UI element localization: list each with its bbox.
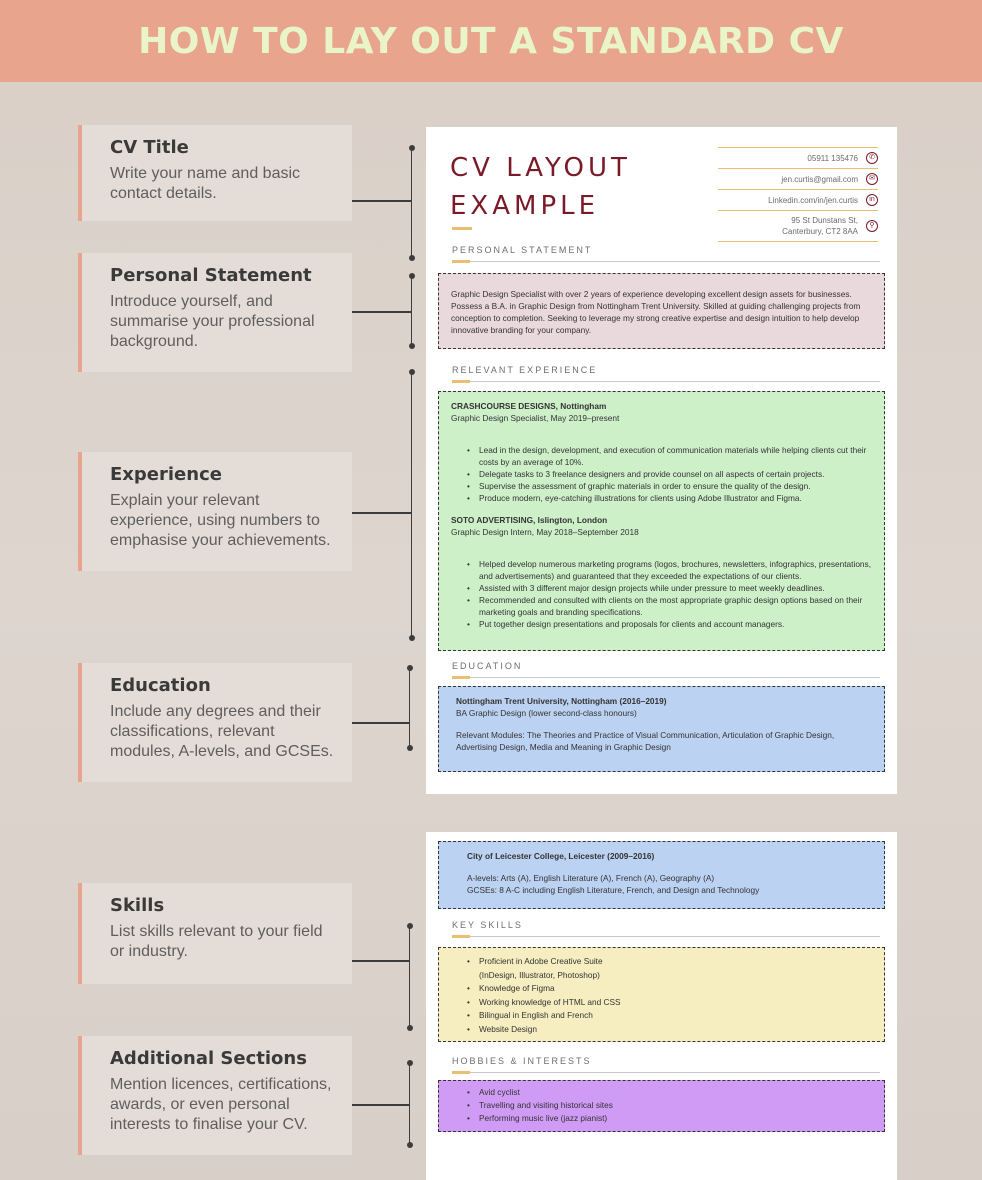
list-item: • Helped develop numerous marketing programs (logos, brochures, newsletters, infographics, presentations, and advertisements) and guaranteed that they exceeded the expectations of our clients.	[451, 558, 872, 582]
list-item: • Recommended and consulted with clients on the most appropriate graphic design options based on their marketing goals and branding specifications.	[451, 594, 872, 618]
connector-dot	[407, 665, 413, 671]
callout-education	[78, 663, 352, 782]
hobbies-list	[451, 1086, 872, 1125]
callout-cv-title	[78, 125, 352, 221]
cv-page-2	[426, 832, 897, 1180]
connector-line	[352, 512, 412, 514]
callout-title: Skills	[110, 895, 165, 916]
list-item: • Proficient in Adobe Creative Suite	[451, 955, 872, 969]
list-item: • Supervise the assessment of graphic materials in order to ensure the quality of the design.	[451, 480, 872, 492]
contact-phone	[718, 147, 878, 168]
connector-experience	[411, 372, 412, 638]
education-gcses: GCSEs: 8 A-C including English Literature, French, and Design and Technology	[467, 885, 760, 895]
list-item: (InDesign, Illustrator, Photoshop)	[479, 969, 600, 980]
callout-title: Additional Sections	[110, 1048, 307, 1069]
job-employer: CRASHCOURSE DESIGNS, Nottingham	[451, 401, 607, 411]
connector-dot	[407, 923, 413, 929]
job-bullets	[451, 558, 872, 630]
phone-icon: ✆	[866, 152, 878, 164]
connector-dot	[407, 745, 413, 751]
job-employer: SOTO ADVERTISING, Islington, London	[451, 515, 608, 525]
callout-experience	[78, 452, 352, 571]
connector-dot	[407, 1142, 413, 1148]
skills-list	[451, 955, 872, 1036]
contact-phone-text: 05911 135476	[807, 153, 858, 163]
section-heading-experience	[452, 365, 880, 382]
list-item: • Put together design presentations and proposals for clients and account managers.	[451, 618, 872, 630]
heading-text: RELEVANT EXPERIENCE	[452, 365, 598, 375]
callout-title: Personal Statement	[110, 265, 312, 286]
contact-address	[718, 210, 878, 242]
cv-title-line2: EXAMPLE	[450, 191, 600, 221]
job-role: Graphic Design Intern, May 2018–September 2018	[451, 527, 639, 537]
connector-dot	[409, 369, 415, 375]
connector-line	[352, 200, 412, 202]
heading-text: EDUCATION	[452, 661, 523, 671]
list-item: • Performing music live (jazz pianist)	[451, 1112, 872, 1125]
experience-box	[438, 391, 885, 651]
contact-details	[718, 147, 878, 242]
section-heading-hobbies	[452, 1056, 880, 1073]
contact-email	[718, 168, 878, 189]
contact-email-text: jen.curtis@gmail.com	[781, 174, 858, 184]
heading-accent	[452, 1071, 470, 1074]
connector-education	[409, 668, 410, 748]
list-item: • Avid cyclist	[451, 1086, 872, 1099]
callout-title: Experience	[110, 464, 222, 485]
education-university: Nottingham Trent University, Nottingham (2016–2019)	[456, 696, 667, 706]
callout-desc: Explain your relevant experience, using numbers to emphasise your achievements.	[110, 492, 331, 549]
cv-page-1	[426, 127, 897, 794]
hobbies-box	[438, 1080, 885, 1132]
connector-dot	[409, 635, 415, 641]
section-heading-skills	[452, 920, 880, 937]
mail-icon: ✉	[866, 173, 878, 185]
list-item: • Produce modern, eye-catching illustrations for clients using Adobe Illustrator and Figma.	[451, 492, 872, 504]
education-degree: BA Graphic Design (lower second-class honours)	[456, 708, 637, 718]
heading-text: HOBBIES & INTERESTS	[452, 1056, 592, 1066]
connector-cv-title	[411, 148, 412, 258]
contact-linkedin-text: Linkedin.com/in/jen.curtis	[768, 195, 858, 205]
list-item: • Working knowledge of HTML and CSS	[451, 996, 872, 1010]
location-icon: ⚲	[866, 220, 878, 232]
list-item: • Bilingual in English and French	[451, 1009, 872, 1023]
heading-accent	[452, 260, 470, 263]
connector-line	[352, 722, 410, 724]
section-heading-education	[452, 661, 880, 678]
callout-title: CV Title	[110, 137, 189, 158]
contact-linkedin	[718, 189, 878, 210]
connector-line	[352, 311, 412, 313]
address-line2: Canterbury, CT2 8AA	[782, 227, 858, 236]
list-item: • Knowledge of Figma	[451, 982, 872, 996]
education-box	[438, 686, 885, 772]
callout-desc: Write your name and basic contact details.	[110, 165, 301, 202]
callout-desc: List skills relevant to your field or industry.	[110, 923, 323, 960]
callout-desc: Mention licences, certifications, awards, or even personal interests to finalise your CV.	[110, 1076, 332, 1133]
section-heading-personal-statement	[452, 245, 880, 262]
callout-additional-sections	[78, 1036, 352, 1155]
cv-title	[450, 149, 631, 225]
heading-text: PERSONAL STATEMENT	[452, 245, 593, 255]
callout-title: Education	[110, 675, 211, 696]
connector-dot	[407, 1025, 413, 1031]
connector-dot	[409, 343, 415, 349]
personal-statement-text: Graphic Design Specialist with over 2 years of experience developing excellent design assets for businesses. Possess a B.A. in Graphic Design from Nottingham Trent University. Skilled at guiding challenging projects from conception to completion. Seeking to leverage my strong creative expertise and design intuition to help develop innovative branding for your company.	[451, 289, 861, 335]
job-2	[451, 514, 872, 630]
connector-dot	[409, 145, 415, 151]
job-bullets	[451, 444, 872, 504]
title-underline	[452, 227, 472, 230]
cv-title-line1: CV LAYOUT	[450, 153, 631, 183]
list-item: • Lead in the design, development, and execution of communication materials while helping clients cut their costs by an average of 10%.	[451, 444, 872, 468]
job-role: Graphic Design Specialist, May 2019–present	[451, 413, 620, 423]
list-item: • Travelling and visiting historical sites	[451, 1099, 872, 1112]
skills-box	[438, 947, 885, 1042]
personal-statement-box	[438, 273, 885, 349]
list-item: • Website Design	[451, 1023, 872, 1037]
connector-line	[352, 1104, 410, 1106]
heading-accent	[452, 935, 470, 938]
list-item: • Assisted with 3 different major design projects while under pressure to meet weekly deadlines.	[451, 582, 872, 594]
contact-address-text	[782, 215, 858, 237]
heading-accent	[452, 676, 470, 679]
education-modules: Relevant Modules: The Theories and Practice of Visual Communication, Articulation of Graphic Design, Advertising Design, Media and Meaning in Graphic Design	[456, 730, 835, 752]
callout-desc: Introduce yourself, and summarise your professional background.	[110, 293, 315, 350]
education-alevels: A-levels: Arts (A), English Literature (A), French (A), Geography (A)	[467, 873, 715, 883]
education-college: City of Leicester College, Leicester (2009–2016)	[467, 851, 655, 861]
connector-skills	[409, 926, 410, 1028]
job-1	[451, 400, 872, 504]
callout-desc: Include any degrees and their classifications, relevant modules, A-levels, and GCSEs.	[110, 703, 334, 760]
heading-text: KEY SKILLS	[452, 920, 523, 930]
connector-dot	[407, 1060, 413, 1066]
connector-dot	[409, 273, 415, 279]
education-continued-box	[438, 841, 885, 909]
linkedin-icon: in	[866, 194, 878, 206]
list-item: • Delegate tasks to 3 freelance designers and provide counsel on all aspects of certain projects.	[451, 468, 872, 480]
address-line1: 95 St Dunstans St,	[791, 216, 858, 225]
connector-dot	[409, 255, 415, 261]
heading-accent	[452, 380, 470, 383]
banner	[0, 0, 982, 82]
connector-line	[352, 960, 410, 962]
callout-personal-statement	[78, 253, 352, 372]
callout-skills	[78, 883, 352, 984]
banner-title: HOW TO LAY OUT A STANDARD CV	[138, 20, 844, 62]
